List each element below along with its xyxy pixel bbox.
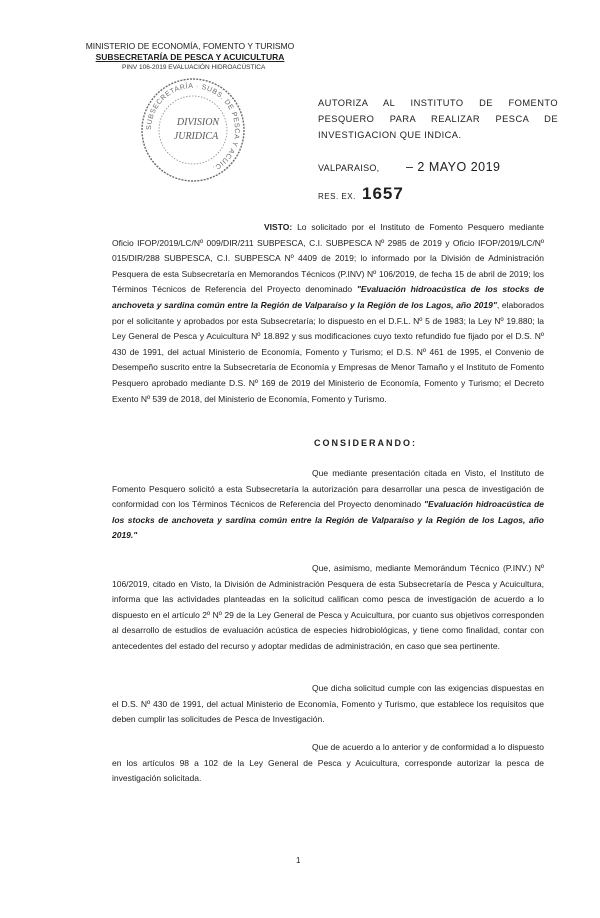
considerando-1-project: "Evaluación hidroacústica de los stocks de anchoveta y sardina común entre la Región de Valparaíso y la Región de los Lagos, año 2019." xyxy=(112,499,544,541)
considerando-paragraph-4 xyxy=(112,740,544,787)
resolution-label: RES. EX. xyxy=(318,192,356,201)
considerando-4-text: Que de acuerdo a lo anterior y de conformidad a lo dispuesto en los artículos 98 a 102 de la Ley General de Pesca y Acuicultura, corresponde autorizar la pesca de investigación solicitada. xyxy=(112,742,544,784)
place-label: VALPARAISO, xyxy=(318,163,380,173)
resolution-number: 1657 xyxy=(362,184,404,203)
subsecretaria-name: SUBSECRETARÍA DE PESCA Y ACUICULTURA xyxy=(95,52,285,62)
date-stamp: – 2 MAYO 2019 xyxy=(406,160,501,174)
visto-text-b: , elaborados por el solicitante y aprobados por esta Subsecretaría; lo dispuesto en el D.F.L. Nº 5 de 1983; la Ley Nº 19.880; la Ley General de Pesca y Acuicultura Nº 18.892 y sus modificaciones cuyo texto refundido fue fijado por el D.S. Nº 430 de 1991, del actual Ministerio de Economía, Fomento y Turismo; el D.S. Nº 461 de 1995, el Convenio de Desempeño suscrito entre la Subsecretaría de Economía y Empresas de Menor Tamaño y el Instituto de Fomento Pesquero aprobado mediante D.S. Nº 169 de 2019 del Ministerio de Economía, Fomento y Turismo; el Decreto Exento Nº 539 de 2018, del Ministerio de Economía, Fomento y Turismo. xyxy=(112,299,544,404)
document-title: AUTORIZA AL INSTITUTO DE FOMENTO PESQUERO PARA REALIZAR PESCA DE INVESTIGACION QUE INDICA. xyxy=(318,98,558,140)
visto-paragraph xyxy=(112,220,544,407)
considerando-paragraph-2 xyxy=(112,561,544,655)
division-juridica-seal xyxy=(140,77,246,183)
seal-ring-text: SUBSECRETARÍA · SUBS. DE PESCA Y ACUIC. xyxy=(145,82,241,172)
seal-line-2: JURIDICA xyxy=(173,131,219,142)
considerando-heading: CONSIDERANDO: xyxy=(314,438,418,448)
considerando-paragraph-3 xyxy=(112,681,544,728)
ministry-name: MINISTERIO DE ECONOMÍA, FOMENTO Y TURISMO xyxy=(85,41,295,51)
visto-label: VISTO: xyxy=(264,222,293,232)
considerando-1-text: Que mediante presentación citada en Visto, el Instituto de Fomento Pesquero solicitó a esta Subsecretaría la autorización para desarrollar una pesca de investigación de conformidad con los Términos Técnicos de Referencia del Proyecto denominado xyxy=(112,468,544,510)
visto-text-a: Lo solicitado por el Instituto de Fomento Pesquero mediante Oficio IFOP/2019/LC/Nº 009/DIR/211 SUBPESCA, C.I. SUBPESCA Nº 2985 de 2019 y Oficio IFOP/2019/LC/Nº 015/DIR/288 SUBPESCA, C.I. SUBPESCA Nº 4409 de 2019; lo informado por la División de Administración Pesquera de esta Subsecretaría en Memorandos Técnicos (P.INV) Nº 106/2019, de fecha 15 de abril de 2019; los Términos Técnicos de Referencia del Proyecto denominado xyxy=(112,222,544,295)
seal-line-1: DIVISION xyxy=(176,117,220,128)
considerando-2-text: Que, asimismo, mediante Memorándum Técnico (P.INV.) Nº 106/2019, citado en Visto, la División de Administración Pesquera de esta Subsecretaría de Pesca y Acuicultura, informa que las actividades planteadas en la solicitud califican como pesca de investigación de acuerdo a lo dispuesto en el artículo 2º Nº 29 de la Ley General de Pesca y Acuicultura, por cuanto sus objetivos corresponden al desarrollo de estudios de evaluación acústica de especies hidrobiológicas, y tiene como finalidad, contar con antecedentes del estado del recurso y adoptar medidas de administración, en caso que sea pertinente. xyxy=(112,563,544,651)
page-number: 1 xyxy=(296,856,301,865)
considerando-3-text: Que dicha solicitud cumple con las exigencias dispuestas en el D.S. Nº 430 de 1991, del actual Ministerio de Economía, Fomento y Turismo, que establece los requisitos que deben cumplir las solicitudes de Pesca de Investigación. xyxy=(112,683,544,725)
document-reference: PINV 106-2019 EVALUACIÓN HIDROACÚSTICA xyxy=(122,64,266,71)
visto-project-name: "Evaluación hidroacústica de los stocks de anchoveta y sardina común entre la Región de Valparaíso y la Región de los Lagos, año 2019" xyxy=(112,284,544,310)
considerando-paragraph-1 xyxy=(112,466,544,544)
